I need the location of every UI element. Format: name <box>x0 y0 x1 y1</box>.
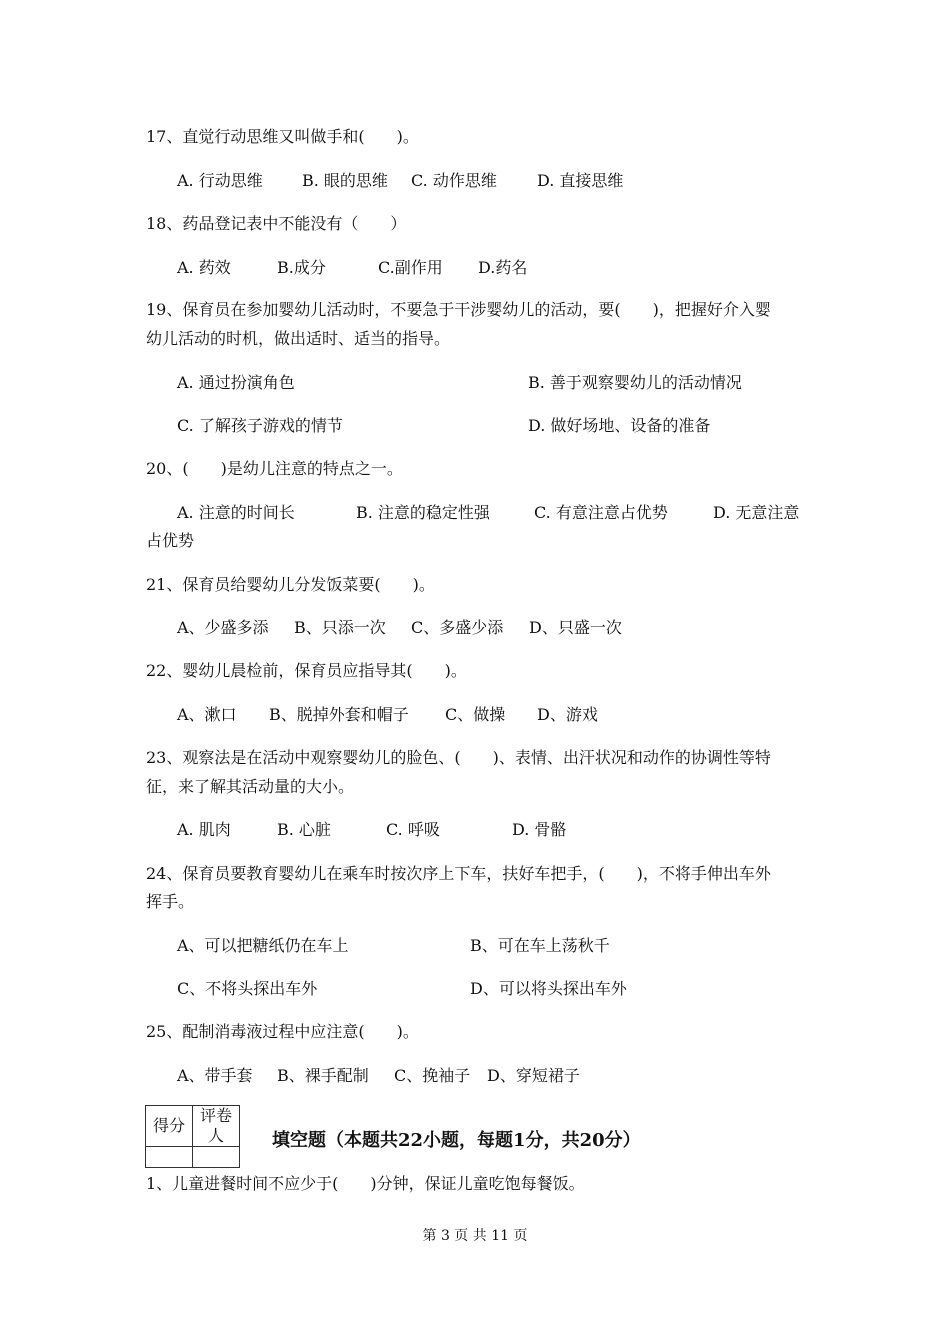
q24-option-a: A、可以把糖纸仍在车上 <box>177 936 349 955</box>
q25-option-c: C、挽袖子 <box>394 1066 471 1085</box>
question-20: 20、( )是幼儿注意的特点之一。 <box>146 459 403 478</box>
question-19-cont: 幼儿活动的时机，做出适时、适当的指导。 <box>146 329 451 348</box>
grader-cell <box>193 1147 240 1168</box>
q17-option-b: B. 眼的思维 <box>302 171 388 190</box>
q19-option-a: A. 通过扮演角色 <box>177 373 295 392</box>
q22-option-d: D、游戏 <box>537 705 598 724</box>
q17-option-c: C. 动作思维 <box>411 171 497 190</box>
q24-option-c: C、不将头探出车外 <box>177 979 318 998</box>
q20-option-b: B. 注意的稳定性强 <box>356 503 490 522</box>
q25-option-a: A、带手套 <box>177 1066 253 1085</box>
q17-option-d: D. 直接思维 <box>537 171 624 190</box>
score-label: 得分 <box>146 1106 193 1147</box>
question-24-cont: 挥手。 <box>146 892 195 911</box>
q21-option-b: B、只添一次 <box>294 618 386 637</box>
q18-option-b: B.成分 <box>277 258 326 277</box>
q22-option-b: B、脱掉外套和帽子 <box>269 705 409 724</box>
q20-option-c: C. 有意注意占优势 <box>534 503 668 522</box>
q21-option-a: A、少盛多添 <box>177 618 269 637</box>
question-25: 25、配制消毒液过程中应注意( )。 <box>146 1022 419 1041</box>
question-17: 17、直觉行动思维又叫做手和( )。 <box>146 127 419 146</box>
question-24: 24、保育员要教育婴幼儿在乘车时按次序上下车，扶好车把手，( )，不将手伸出车外 <box>146 864 771 883</box>
q20-option-a: A. 注意的时间长 <box>177 503 295 522</box>
q19-option-d: D. 做好场地、设备的准备 <box>528 416 711 435</box>
q22-option-a: A、漱口 <box>177 705 237 724</box>
q24-option-b: B、可在车上荡秋千 <box>470 936 610 955</box>
score-box <box>145 1105 240 1168</box>
question-19: 19、保育员在参加婴幼儿活动时，不要急于干涉婴幼儿的活动，要( )，把握好介入婴 <box>146 300 771 319</box>
q19-option-c: C. 了解孩子游戏的情节 <box>177 416 343 435</box>
fill-question-1: 1、儿童进餐时间不应少于( )分钟，保证儿童吃饱每餐饭。 <box>146 1174 585 1193</box>
q18-option-a: A. 药效 <box>177 258 231 277</box>
q20-option-d: D. 无意注意 <box>713 503 800 522</box>
page-footer: 第 3 页 共 11 页 <box>422 1228 528 1244</box>
q18-option-c: C.副作用 <box>378 258 443 277</box>
q21-option-d: D、只盛一次 <box>529 618 622 637</box>
question-18: 18、药品登记表中不能没有（ ） <box>146 214 407 233</box>
q25-option-b: B、裸手配制 <box>277 1066 369 1085</box>
q23-option-d: D. 骨骼 <box>512 820 567 839</box>
grader-label: 评卷人 <box>193 1106 240 1147</box>
q21-option-c: C、多盛少添 <box>411 618 504 637</box>
question-23-cont: 征，来了解其活动量的大小。 <box>146 777 355 796</box>
question-23: 23、观察法是在活动中观察婴幼儿的脸色、( )、表情、出汗状况和动作的协调性等特 <box>146 748 771 767</box>
score-cell <box>146 1147 193 1168</box>
q23-option-a: A. 肌肉 <box>177 820 231 839</box>
q23-option-c: C. 呼吸 <box>386 820 440 839</box>
q22-option-c: C、做操 <box>445 705 506 724</box>
question-22: 22、婴幼儿晨检前，保育员应指导其( )。 <box>146 661 467 680</box>
q17-option-a: A. 行动思维 <box>177 171 263 190</box>
q18-option-d: D.药名 <box>478 258 528 277</box>
q24-option-d: D、可以将头探出车外 <box>470 979 627 998</box>
q25-option-d: D、穿短裙子 <box>487 1066 580 1085</box>
question-21: 21、保育员给婴幼儿分发饭菜要( )。 <box>146 575 435 594</box>
q19-option-b: B. 善于观察婴幼儿的活动情况 <box>528 373 742 392</box>
q23-option-b: B. 心脏 <box>277 820 331 839</box>
section-title: 填空题（本题共22小题，每题1分，共20分） <box>272 1130 641 1151</box>
q20-option-d-cont: 占优势 <box>146 531 195 550</box>
